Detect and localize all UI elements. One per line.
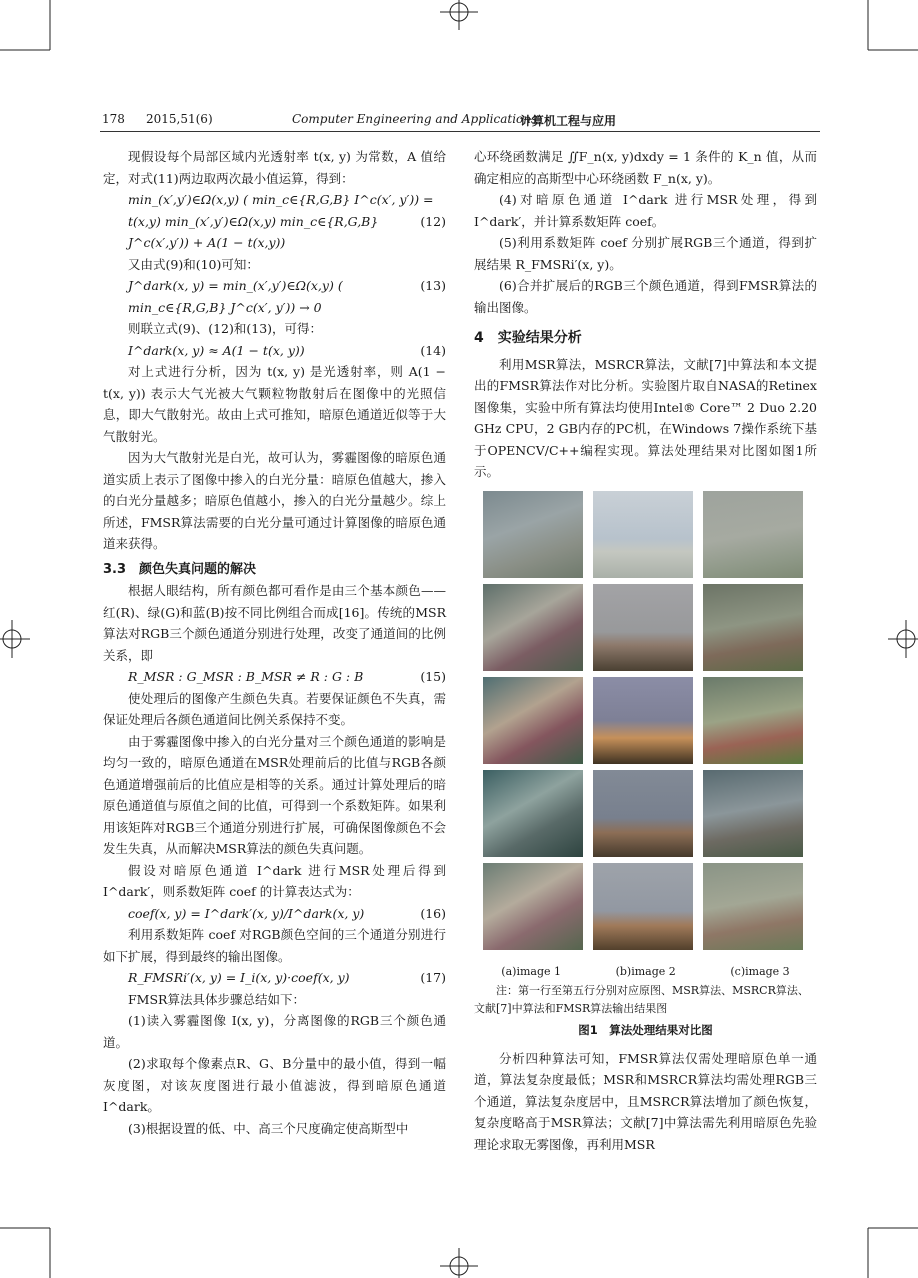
figure-1 [483, 491, 803, 959]
equation [103, 666, 446, 688]
figure-image-r5-c1 [483, 863, 583, 950]
equation-number: (17) [420, 970, 446, 985]
left-column [103, 146, 446, 1139]
paragraph: (4)对暗原色通道 I^dark 进行MSR处理，得到 I^dark′，并计算系数矩阵 coef。 [474, 192, 817, 229]
equation-number: (14) [420, 342, 446, 358]
paragraph: 现假设每个局部区域内光透射率 t(x, y) 为常数，A 值给定，对式(11)两边取两次最小值运算，得到： [103, 149, 446, 186]
right-column-bottom [474, 1048, 817, 1156]
paragraph: FMSR算法具体步骤总结如下： [128, 991, 305, 1007]
paragraph: (3)根据设置的低、中、高三个尺度确定使高斯型中 [128, 1120, 409, 1136]
equation-body: coef(x, y) = I^dark′(x, y)/I^dark(x, y) [128, 905, 365, 921]
figure-image-r2-c1 [483, 584, 583, 671]
figure-image-r3-c1 [483, 677, 583, 764]
caption-c: (c)image 3 [730, 964, 790, 978]
figure-image-r2-c3 [703, 584, 803, 671]
paragraph: 分析四种算法可知，FMSR算法仅需处理暗原色单一通道，算法复杂度最低；MSR和MSRCR算法均需处理RGB三个通道，算法复杂度居中，且MSRCR算法增加了颜色恢复，复杂度略高于MSR算法；文献[7]中算法需先利用暗原色先验理论求取无雾图像，再利用MSR [474, 1050, 817, 1152]
figure-captions [474, 961, 817, 983]
caption-a: (a)image 1 [501, 964, 561, 978]
paragraph: (2)求取每个像素点R、G、B分量中的最小值，得到一幅灰度图，对该灰度图进行最小值滤波，得到暗原色通道 I^dark。 [103, 1056, 446, 1114]
equation [103, 189, 446, 211]
header-rule [100, 131, 820, 132]
figure-image-r1-c3 [703, 491, 803, 578]
paragraph: 利用系数矩阵 coef 对RGB颜色空间的三个通道分别进行如下扩展，得到最终的输出图像。 [103, 927, 446, 964]
figure-image-r3-c2 [593, 677, 693, 764]
figure-image-r3-c3 [703, 677, 803, 764]
paragraph: 根据人眼结构，所有颜色都可看作是由三个基本颜色——红(R)、绿(G)和蓝(B)按不同比例组合而成[16]。传统的MSR算法对RGB三个颜色通道分别进行处理，改变了通道间的比例关系，即 [103, 583, 446, 663]
paragraph: 心环绕函数满足 ∬F_n(x, y)dxdy = 1 条件的 K_n 值，从而确定相应的高斯型中心环绕函数 F_n(x, y)。 [474, 149, 817, 186]
equation [103, 211, 446, 254]
equation-body: t(x,y) min_(x′,y′)∈Ω(x,y) min_c∈{R,G,B} J^c(x′,y′)) + A(1 − t(x,y)) [128, 213, 379, 250]
paragraph: (6)合并扩展后的RGB三个颜色通道，得到FMSR算法的输出图像。 [474, 278, 817, 315]
figure-image-r4-c3 [703, 770, 803, 857]
journal-name-cn: 计算机工程与应用 [520, 114, 617, 128]
equation [103, 340, 446, 362]
equation-number: (13) [420, 278, 446, 293]
section-heading: 3.3 颜色失真问题的解决 [103, 561, 257, 577]
journal-name-en: Computer Engineering and Applications [292, 112, 538, 126]
equation-number: (15) [420, 669, 446, 684]
figure-title: 图1 算法处理结果对比图 [578, 1023, 713, 1037]
equation-number: (16) [420, 905, 446, 921]
figure-image-r1-c1 [483, 491, 583, 578]
paragraph: 对上式进行分析，因为 t(x, y) 是光透射率，则 A(1 − t(x, y)) 表示大气光被大气颗粒物散射后在图像中的光照信息，即大气散射光。故由上式可推知，暗原色通道近似等于大气散射光。 [103, 364, 446, 444]
figure-image-r4-c1 [483, 770, 583, 857]
equation-number: (12) [420, 213, 446, 229]
paragraph: (5)利用系数矩阵 coef 分别扩展RGB三个通道，得到扩展结果 R_FMSRi′(x, y)。 [474, 235, 817, 272]
equation-body: J^dark(x, y) = min_(x′,y′)∈Ω(x,y) ( min_c∈{R,G,B} J^c(x′, y′)) → 0 [128, 278, 343, 315]
section-heading: 4 实验结果分析 [474, 330, 582, 346]
equation-body: R_FMSRi′(x, y) = I_i(x, y)·coef(x, y) [128, 970, 350, 985]
figure-image-r2-c2 [593, 584, 693, 671]
equation-body: min_(x′,y′)∈Ω(x,y) ( min_c∈{R,G,B} I^c(x′, y′)) = [128, 192, 434, 207]
figure-image-r1-c2 [593, 491, 693, 578]
paragraph: 使处理后的图像产生颜色失真。若要保证颜色不失真，需保证处理后各颜色通道间比例关系保持不变。 [103, 690, 446, 727]
equation-body: I^dark(x, y) ≈ A(1 − t(x, y)) [128, 342, 305, 358]
right-column-top [474, 146, 817, 483]
paragraph: 由于雾霾图像中掺入的白光分量对三个颜色通道的影响是均匀一致的，暗原色通道在MSR处理前后的比值与RGB各颜色通道增强前后的比值应是相等的关系。通过计算处理后的暗原色通道值与原值之间的比值，可得到一个系数矩阵。如果利用该矩阵对RGB三个通道分别进行扩展，可确保图像颜色不会发生失真，从而解决MSR算法的颜色失真问题。 [103, 733, 446, 856]
figure-note: 注：第一行至第五行分别对应原图、MSR算法、MSRCR算法、文献[7]中算法和FMSR算法输出结果图 [474, 984, 809, 1015]
equation-body: R_MSR : G_MSR : B_MSR ≠ R : G : B [128, 669, 364, 684]
equation [103, 275, 446, 318]
caption-b: (b)image 2 [615, 964, 676, 978]
paragraph: 假设对暗原色通道 I^dark 进行MSR处理后得到 I^dark′，则系数矩阵 coef 的计算表达式为： [103, 862, 446, 899]
paragraph: 又由式(9)和(10)可知： [128, 256, 259, 272]
paragraph: 利用MSR算法，MSRCR算法，文献[7]中算法和本文提出的FMSR算法作对比分析。实验图片取自NASA的Retinex图像集，实验中所有算法均使用Intel® Core™ 2 Duo 2.20 GHz CPU，2 GB内存的PC机，在Windows 7操作系统下基于OPENCV/C++编程实现。算法处理结果对比图如图1所示。 [474, 356, 817, 479]
paragraph: (1)读入雾霾图像 I(x, y)，分离图像的RGB三个颜色通道。 [103, 1013, 446, 1050]
equation [103, 903, 446, 925]
paragraph: 因为大气散射光是白光，故可认为，雾霾图像的暗原色通道实质上表示了图像中掺入的白光分量：暗原色值越大，掺入的白光分量越多；暗原色值越小，掺入的白光分量越少。综上所述，FMSR算法需要的白光分量可通过计算图像的暗原色通道来获得。 [103, 450, 446, 551]
right-column [474, 146, 817, 1155]
figure-image-r4-c2 [593, 770, 693, 857]
paragraph: 则联立式(9)、(12)和(13)，可得： [128, 321, 323, 336]
equation [103, 967, 446, 989]
issue-info: 2015,51(6) [146, 112, 213, 126]
figure-image-r5-c3 [703, 863, 803, 950]
page-number: 178 [102, 112, 125, 126]
figure-image-r5-c2 [593, 863, 693, 950]
running-header [102, 112, 818, 130]
